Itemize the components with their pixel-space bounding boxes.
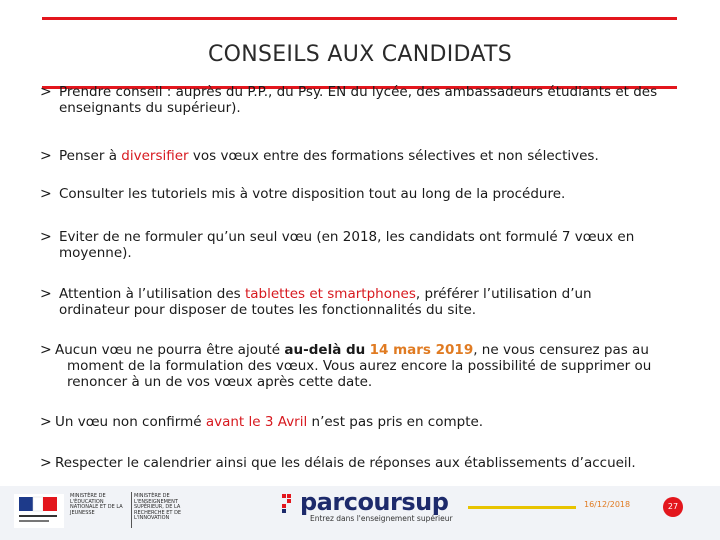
highlight-devices: tablettes et smartphones <box>244 286 416 302</box>
list-item-text: Prendre conseil : auprès du P.P., du Psy. EN du lycée, des ambassadeurs étudiants et des enseignants du supérieur). <box>59 84 658 116</box>
list-item-text: Consulter les tutoriels mis à votre disposition tout au long de la procédure. <box>59 186 566 202</box>
bullet-marker: > <box>40 148 52 164</box>
bullet-marker: > <box>40 286 52 302</box>
bullet-marker: > <box>40 84 52 100</box>
list-item-text: Aucun vœu ne pourra être ajouté au-delà du 14 mars 2019, ne vous censurez pas au moment de la formulation des vœux. Vous aurez encore la possibilité de supprimer ou renoncer à un de vos vœux après cette date. <box>55 342 652 390</box>
footer-divider-line <box>468 506 576 509</box>
page-number-badge: 27 <box>663 497 683 517</box>
list-item-text: Un vœu non confirmé avant le 3 Avril n’est pas pris en compte. <box>55 414 484 430</box>
footer-date: 16/12/2018 <box>584 500 631 509</box>
highlight-deadline-date: 14 mars 2019 <box>369 342 474 358</box>
highlight-confirm-date: avant le 3 Avril <box>205 414 308 430</box>
list-item-text: Penser à diversifier vos vœux entre des formations sélectives et non sélectives. <box>59 148 599 164</box>
highlight-diversifier: diversifier <box>121 148 189 164</box>
bullet-marker: > <box>40 342 52 358</box>
ministry-higher-ed-text: MINISTÈRE DE L'ENSEIGNEMENT SUPÉRIEUR, DE LA RECHERCHE ET DE L'INNOVATION <box>134 493 182 521</box>
slide-title: CONSEILS AUX CANDIDATS <box>207 42 513 67</box>
emphasis-beyond: au-delà du <box>284 342 366 358</box>
parcoursup-arrow-icon <box>278 492 298 518</box>
bullet-marker: > <box>40 229 52 245</box>
list-item-text: Respecter le calendrier ainsi que les délais de réponses aux établissements d’accueil. <box>55 455 636 471</box>
list-item-text: Attention à l’utilisation des tablettes et smartphones, préférer l’utilisation d’un ordinateur pour disposer de toutes les fonctionnalités du site. <box>59 286 592 318</box>
title-top-rule <box>42 17 677 20</box>
list-item-text: Eviter de ne formuler qu’un seul vœu (en 2018, les candidats ont formulé 7 vœux en moyenne). <box>59 229 635 261</box>
ministry-education-text: MINISTÈRE DE L'ÉDUCATION NATIONALE ET DE LA JEUNESSE <box>70 493 123 516</box>
parcoursup-tagline: Entrez dans l'enseignement supérieur <box>310 514 453 523</box>
bullet-marker: > <box>40 414 52 430</box>
parcoursup-wordmark: parcoursup <box>300 488 449 516</box>
republique-francaise-logo <box>14 492 64 528</box>
ministry-separator <box>131 492 132 528</box>
bullet-marker: > <box>40 455 52 471</box>
bullet-marker: > <box>40 186 52 202</box>
